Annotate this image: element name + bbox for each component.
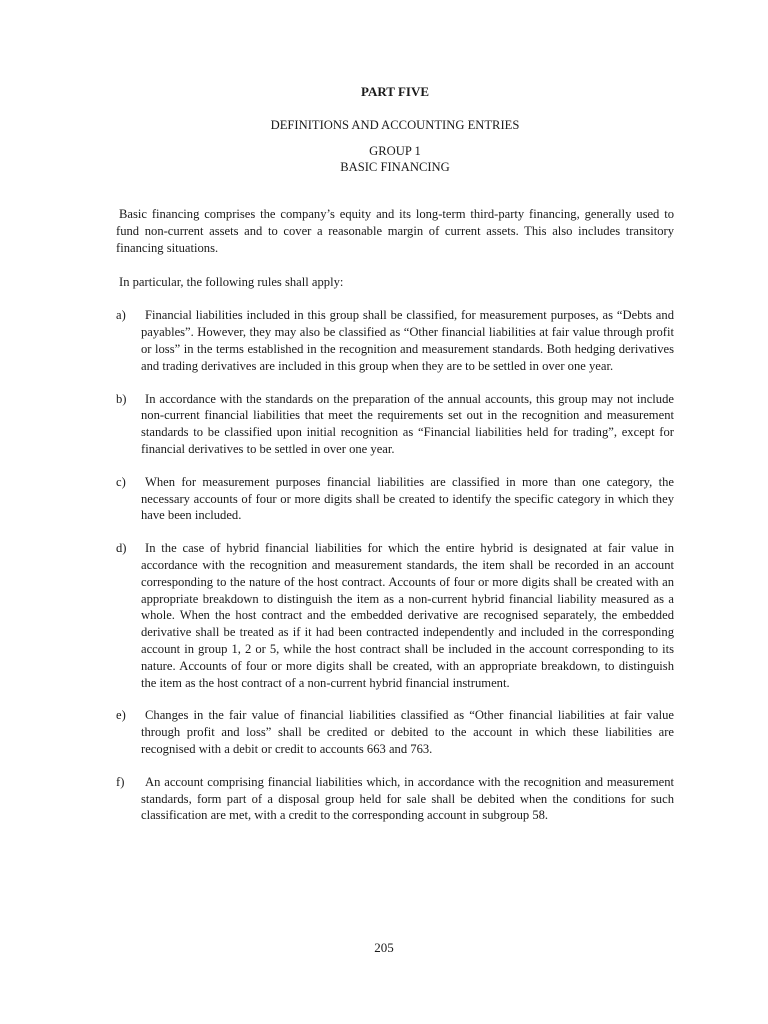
list-item-f: [116, 774, 674, 824]
list-item-text: Changes in the fair value of financial liabilities classified as “Other financial liabilities at fair value through profit and loss” shall be credited or debited to the account in which these liabilities are recognised with a debit or credit to accounts 663 and 763.: [141, 708, 674, 756]
rules-intro: In particular, the following rules shall apply:: [119, 274, 344, 289]
list-item-text: In the case of hybrid financial liabilities for which the entire hybrid is designated at fair value in accordance with the recognition and measurement standards, the item shall be recorded in an account corresponding to the nature of the host contract. Accounts of four or more digits shall be created with an appropriate breakdown to distinguish the item as a non-current hybrid financial liability measured as a whole. When the host contract and the embedded derivative are recognised separately, the embedded derivative shall be treated as if it had been contracted independently and included in the corresponding account in group 1, 2 or 5, while the host contract shall be included in the account corresponding to its nature. Accounts of four or more digits shall be created, with an appropriate breakdown, to distinguish the item as the host contract of a non-current hybrid financial instrument.: [141, 541, 674, 690]
group-number: GROUP 1: [369, 143, 421, 158]
group-name: BASIC FINANCING: [340, 160, 450, 175]
list-marker: f): [116, 774, 125, 789]
list-item-b: [116, 391, 674, 458]
list-item-text: When for measurement purposes financial liabilities are classified in more than one category, the necessary accounts of four or more digits shall be created to identify the specific category in which they have been included.: [141, 474, 674, 523]
group-heading: [116, 143, 674, 177]
list-marker: b): [116, 391, 127, 406]
list-item-text: Financial liabilities included in this group shall be classified, for measurement purposes, as “Debts and payables”. However, they may also be classified as “Other financial liabilities at fair value through profit or loss” in the terms established in the recognition and measurement standards. Both hedging derivatives and trading derivatives are included in this group when they are to be settled in over one year.: [141, 308, 674, 373]
list-item-text: An account comprising financial liabilities which, in accordance with the recognition and measurement standards, form part of a disposal group held for sale shall be debited when the conditions for such classification are met, with a credit to the corresponding account in subgroup 58.: [141, 774, 674, 823]
list-item-e: [116, 707, 674, 757]
part-title: PART FIVE: [360, 84, 430, 99]
list-marker: a): [116, 308, 126, 323]
list-item-d: [116, 540, 674, 691]
page-number: 205: [374, 940, 394, 955]
list-marker: c): [116, 474, 126, 489]
list-item-text: In accordance with the standards on the preparation of the annual accounts, this group may not include non-current financial liabilities that meet the requirements set out in the recognition and measurement standards to be classified upon initial recognition as “Financial liabilities held for trading”, except for financial derivatives to be settled in over one year.: [141, 391, 674, 456]
list-item-a: [116, 307, 674, 374]
section-subtitle: DEFINITIONS AND ACCOUNTING ENTRIES: [270, 117, 520, 132]
document-page: [116, 84, 674, 840]
list-marker: e): [116, 708, 126, 723]
list-marker: d): [116, 541, 127, 556]
list-item-c: [116, 474, 674, 524]
intro-paragraph: Basic financing comprises the company’s equity and its long-term third-party financing, generally used to fund non-current assets and to cover a reasonable margin of current assets. This also includes transitory financing situations.: [116, 207, 674, 255]
